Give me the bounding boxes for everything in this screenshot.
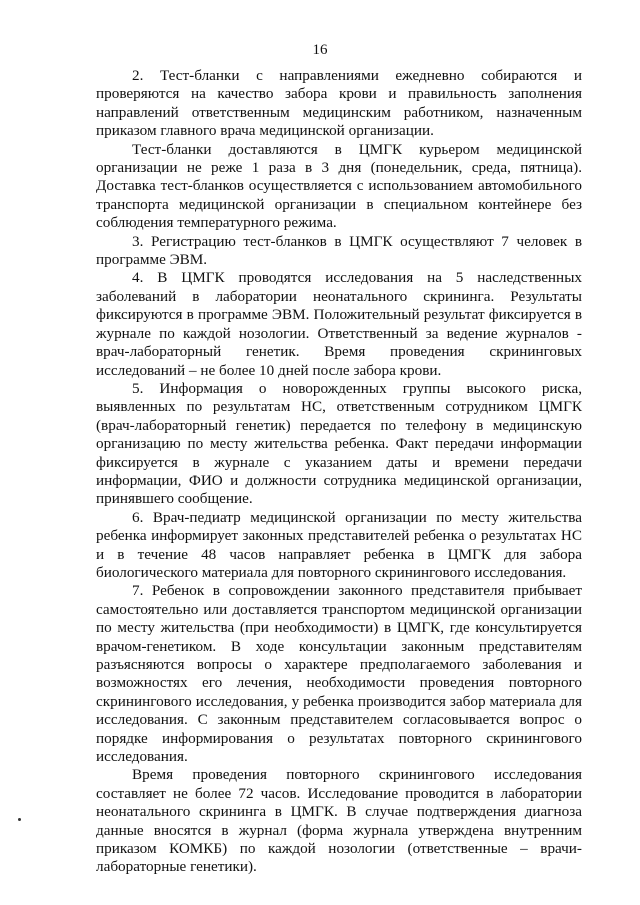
paragraph-7: 7. Ребенок в сопровождении законного представителя прибывает самостоятельно или доставляется транспортом медицинской организации по месту жительства (при необходимости) в ЦМГК, где консультируется врачом-генетиком. В ходе консультации законным представителям разъясняются вопросы о характере предполагаемого заболевания и возможностях его лечения, необходимости проведения повторного скринингового исследования, у ребенка производится забор материала для исследования. С законным представителем согласовывается вопрос о порядке информирования о результатах повторного скринингового исследования. (96, 582, 582, 766)
scan-dot (18, 818, 21, 821)
document-body (96, 67, 582, 877)
paragraph-delivery: Тест-бланки доставляются в ЦМГК курьером медицинской организации не реже 1 раза в 3 дня (понедельник, среда, пятница). Доставка тест-бланков осуществляется с использованием автомобильного транспорта медицинской организации в специальном контейнере без соблюдения температурного режима. (96, 140, 582, 232)
paragraph-5: 5. Информация о новорожденных группы высокого риска, выявленных по результатам НС, ответственным сотрудником ЦМГК (врач-лабораторный генетик) передается по телефону в медицинскую организацию по месту жительства ребенка. Факт передачи информации фиксируется в журнале с указанием даты и времени передачи информации, ФИО и должности сотрудника медицинской организации, принявшего сообщение. (96, 379, 582, 508)
paragraph-2: 2. Тест-бланки с направлениями ежедневно собираются и проверяются на качество забора крови и правильность заполнения направлений ответственным медицинским работником, назначенным приказом главного врача медицинской организации. (96, 67, 582, 140)
paragraph-3: 3. Регистрацию тест-бланков в ЦМГК осуществляют 7 человек в программе ЭВМ. (96, 232, 582, 269)
paragraph-6: 6. Врач-педиатр медицинской организации по месту жительства ребенка информирует законных представителей ребенка о результатах НС и в течение 48 часов направляет ребенка в ЦМГК для забора биологического материала для повторного скринингового исследования. (96, 508, 582, 581)
paragraph-4: 4. В ЦМГК проводятся исследования на 5 наследственных заболеваний в лаборатории неонатального скрининга. Результаты фиксируются в программе ЭВМ. Положительный результат фиксируется в журнале по каждой нозологии. Ответственный за ведение журналов - врач-лабораторный генетик. Время проведения скрининговых исследований – не более 10 дней после забора крови. (96, 269, 582, 379)
paragraph-repeat-study: Время проведения повторного скринингового исследования составляет не более 72 часов. Исследование проводится в лаборатории неонатального скрининга в ЦМГК. В случае подтверждения диагноза данные вносятся в журнал (форма журнала утверждена внутренним приказом КОМКБ) по каждой нозологии (ответственные – врачи-лабораторные генетики). (96, 766, 582, 876)
page-number: 16 (312, 42, 328, 58)
